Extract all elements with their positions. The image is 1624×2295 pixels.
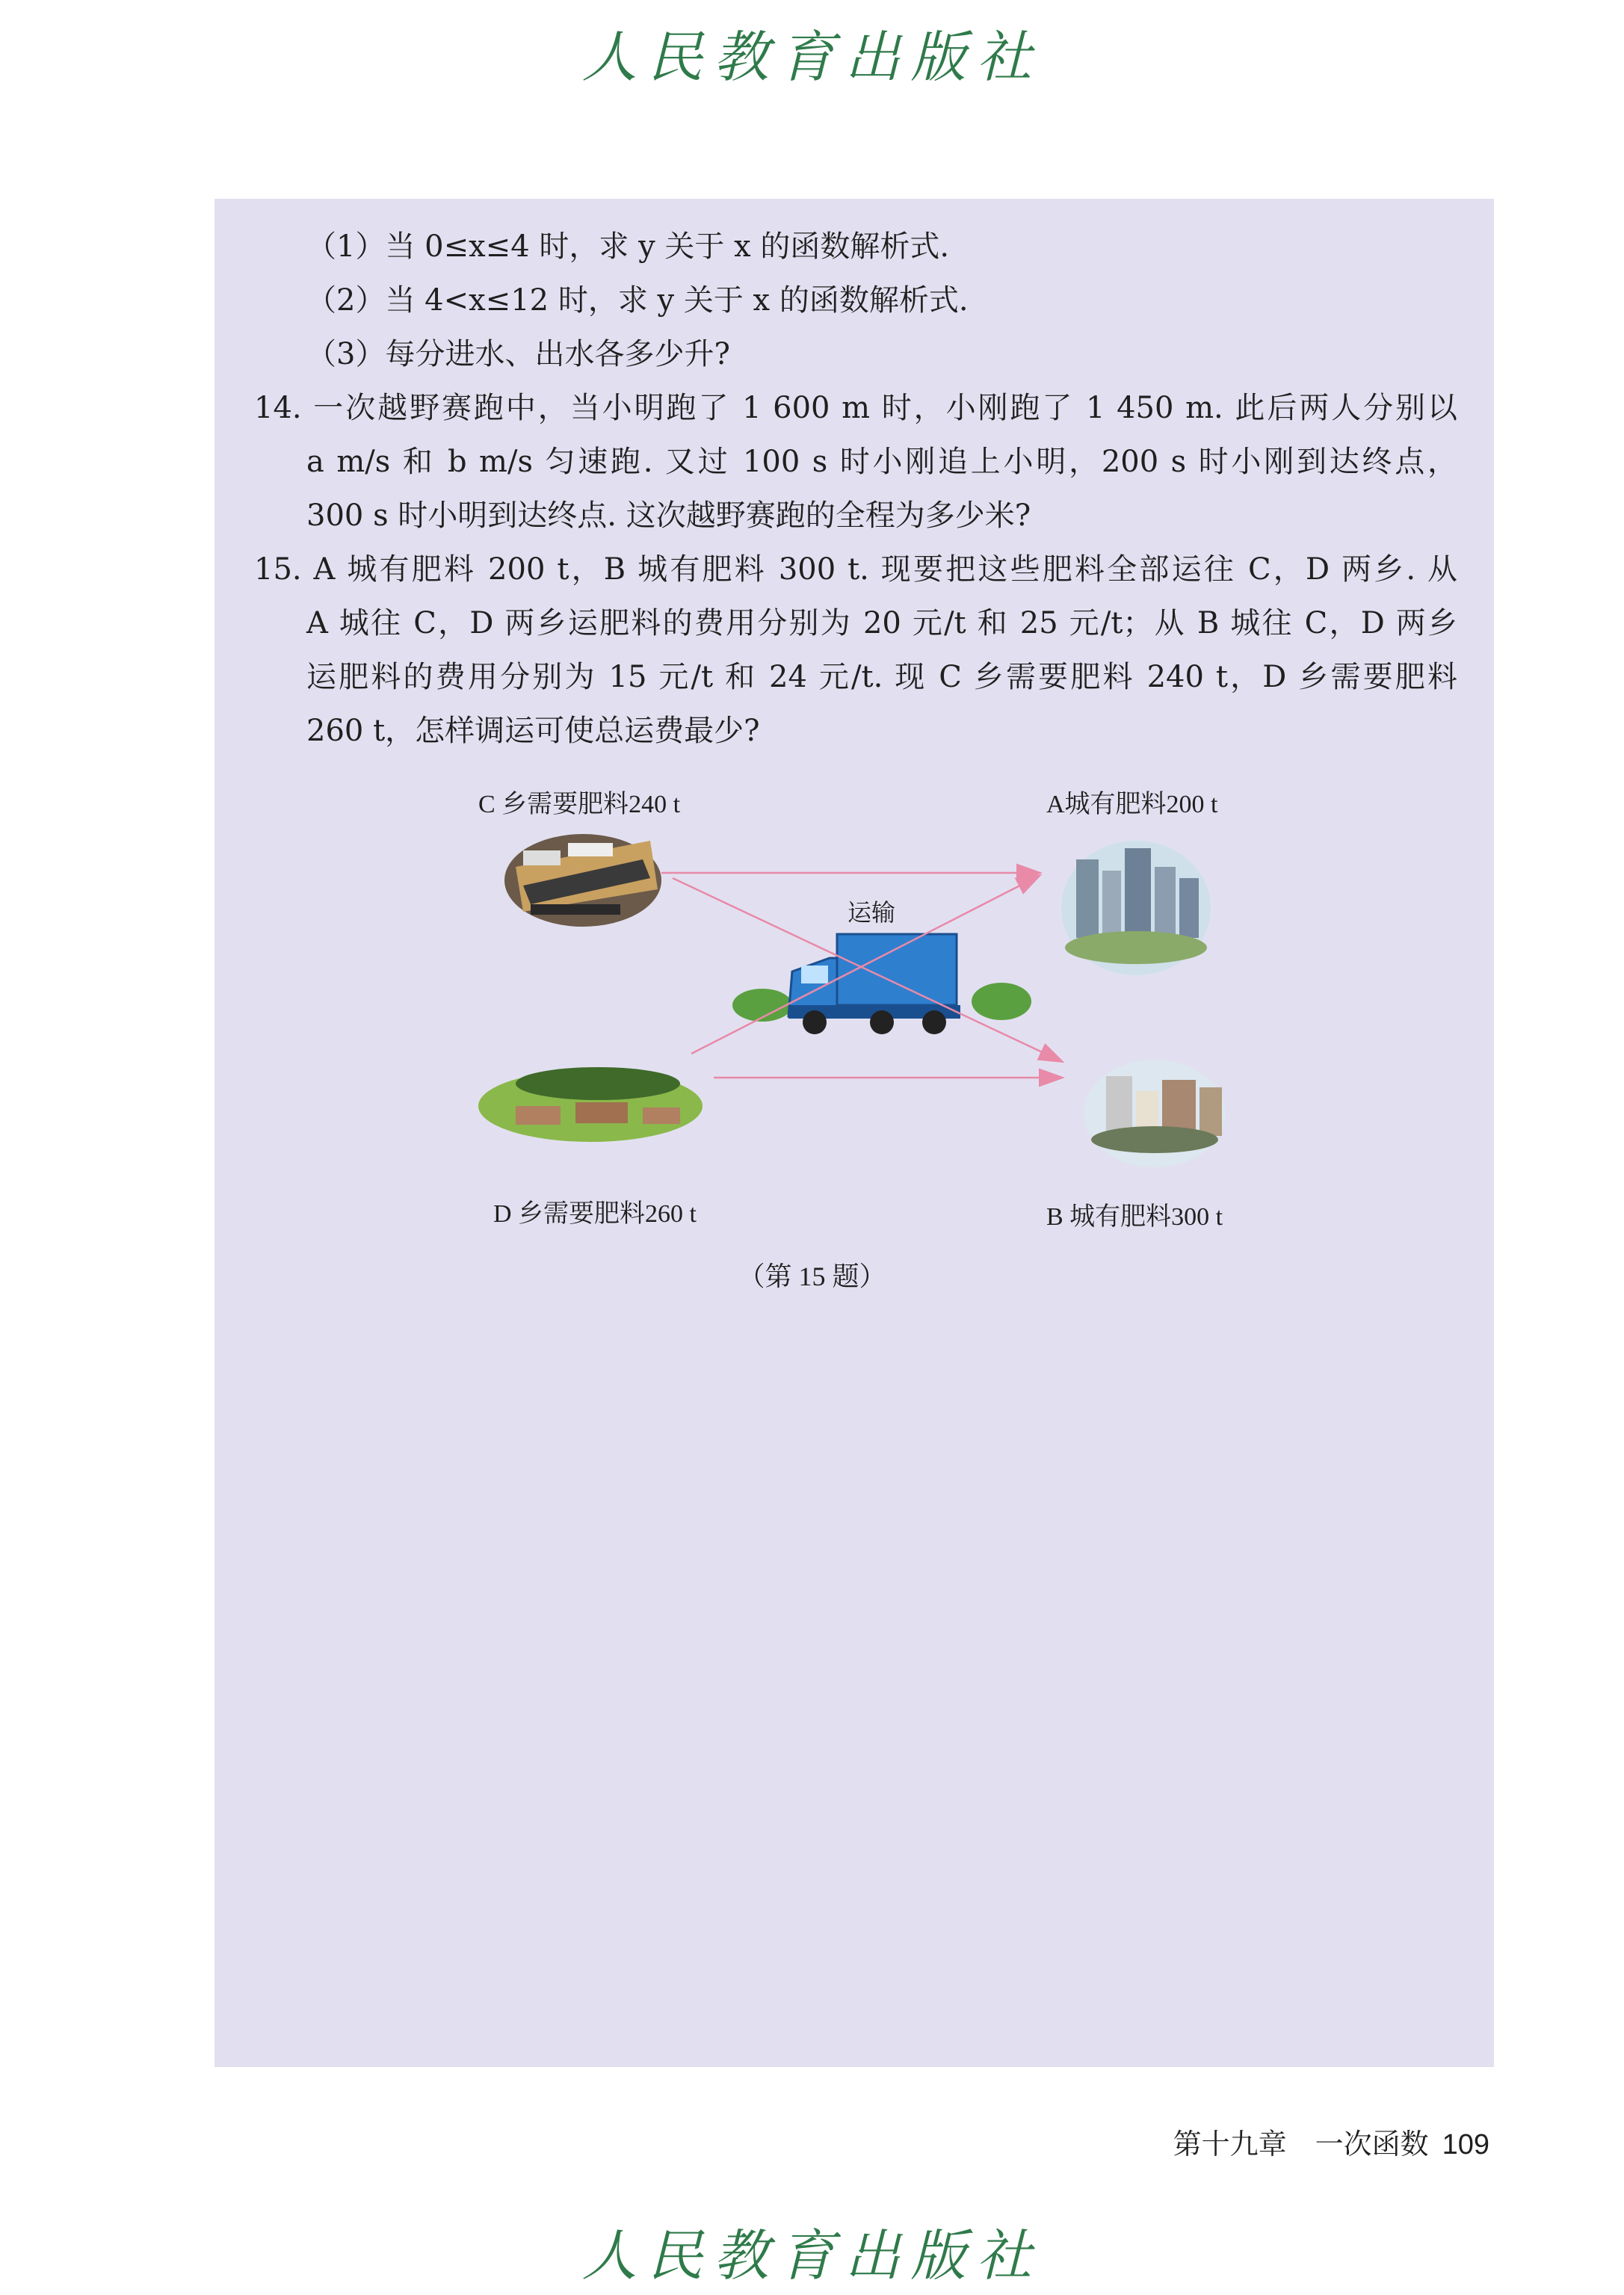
label-city-a: A城有肥料200 t bbox=[1046, 791, 1218, 818]
label-village-c: C 乡需要肥料240 t bbox=[478, 791, 681, 818]
city-b-image bbox=[1084, 1060, 1226, 1167]
q15-line2: A 城往 C，D 两乡运肥料的费用分别为 20 元/t 和 25 元/t；从 B 城往 C，D 两乡 bbox=[306, 606, 1457, 640]
q15-line1: 15. A 城有肥料 200 t，B 城有肥料 300 t. 现要把这些肥料全部运往 C，D 两乡. 从 bbox=[254, 552, 1457, 587]
chapter-title: 第十九章 一次函数 bbox=[1173, 2129, 1429, 2160]
label-transport: 运输 bbox=[847, 899, 896, 926]
figure-caption: （第 15 题） bbox=[738, 1261, 886, 1291]
truck-image bbox=[732, 934, 1031, 1034]
q14-line2: a m/s 和 b m/s 匀速跑. 又过 100 s 时小刚追上小明，200 s 时小刚到达终点， bbox=[306, 445, 1457, 479]
q14-line1: 14. 一次越野赛跑中，当小明跑了 1 600 m 时，小刚跑了 1 450 m. 此后两人分别以 bbox=[254, 391, 1457, 425]
q15-line4: 260 t，怎样调运可使总运费最少? bbox=[306, 714, 760, 748]
q13-part1: （1）当 0≤x≤4 时，求 y 关于 x 的函数解析式. bbox=[306, 229, 950, 264]
page-number: 109 bbox=[1442, 2129, 1489, 2160]
village-d-image bbox=[478, 1067, 703, 1142]
q13-part3: （3）每分进水、出水各多少升? bbox=[306, 337, 730, 371]
publisher-logo-top: 人民教育出版社 bbox=[581, 25, 1043, 90]
q13-part2: （2）当 4<x≤12 时，求 y 关于 x 的函数解析式. bbox=[306, 283, 969, 318]
city-a-image bbox=[1061, 841, 1211, 975]
label-village-d: D 乡需要肥料260 t bbox=[493, 1200, 697, 1228]
q15-line3: 运肥料的费用分别为 15 元/t 和 24 元/t. 现 C 乡需要肥料 240 t，D 乡需要肥料 bbox=[306, 660, 1457, 694]
village-c-image bbox=[504, 834, 661, 927]
page-footer bbox=[1173, 2121, 1489, 2162]
publisher-logo-bottom: 人民教育出版社 bbox=[581, 2224, 1043, 2288]
label-city-b: B 城有肥料300 t bbox=[1046, 1203, 1223, 1231]
q14-line3: 300 s 时小明到达终点. 这次越野赛跑的全程为多少米? bbox=[306, 498, 1031, 533]
